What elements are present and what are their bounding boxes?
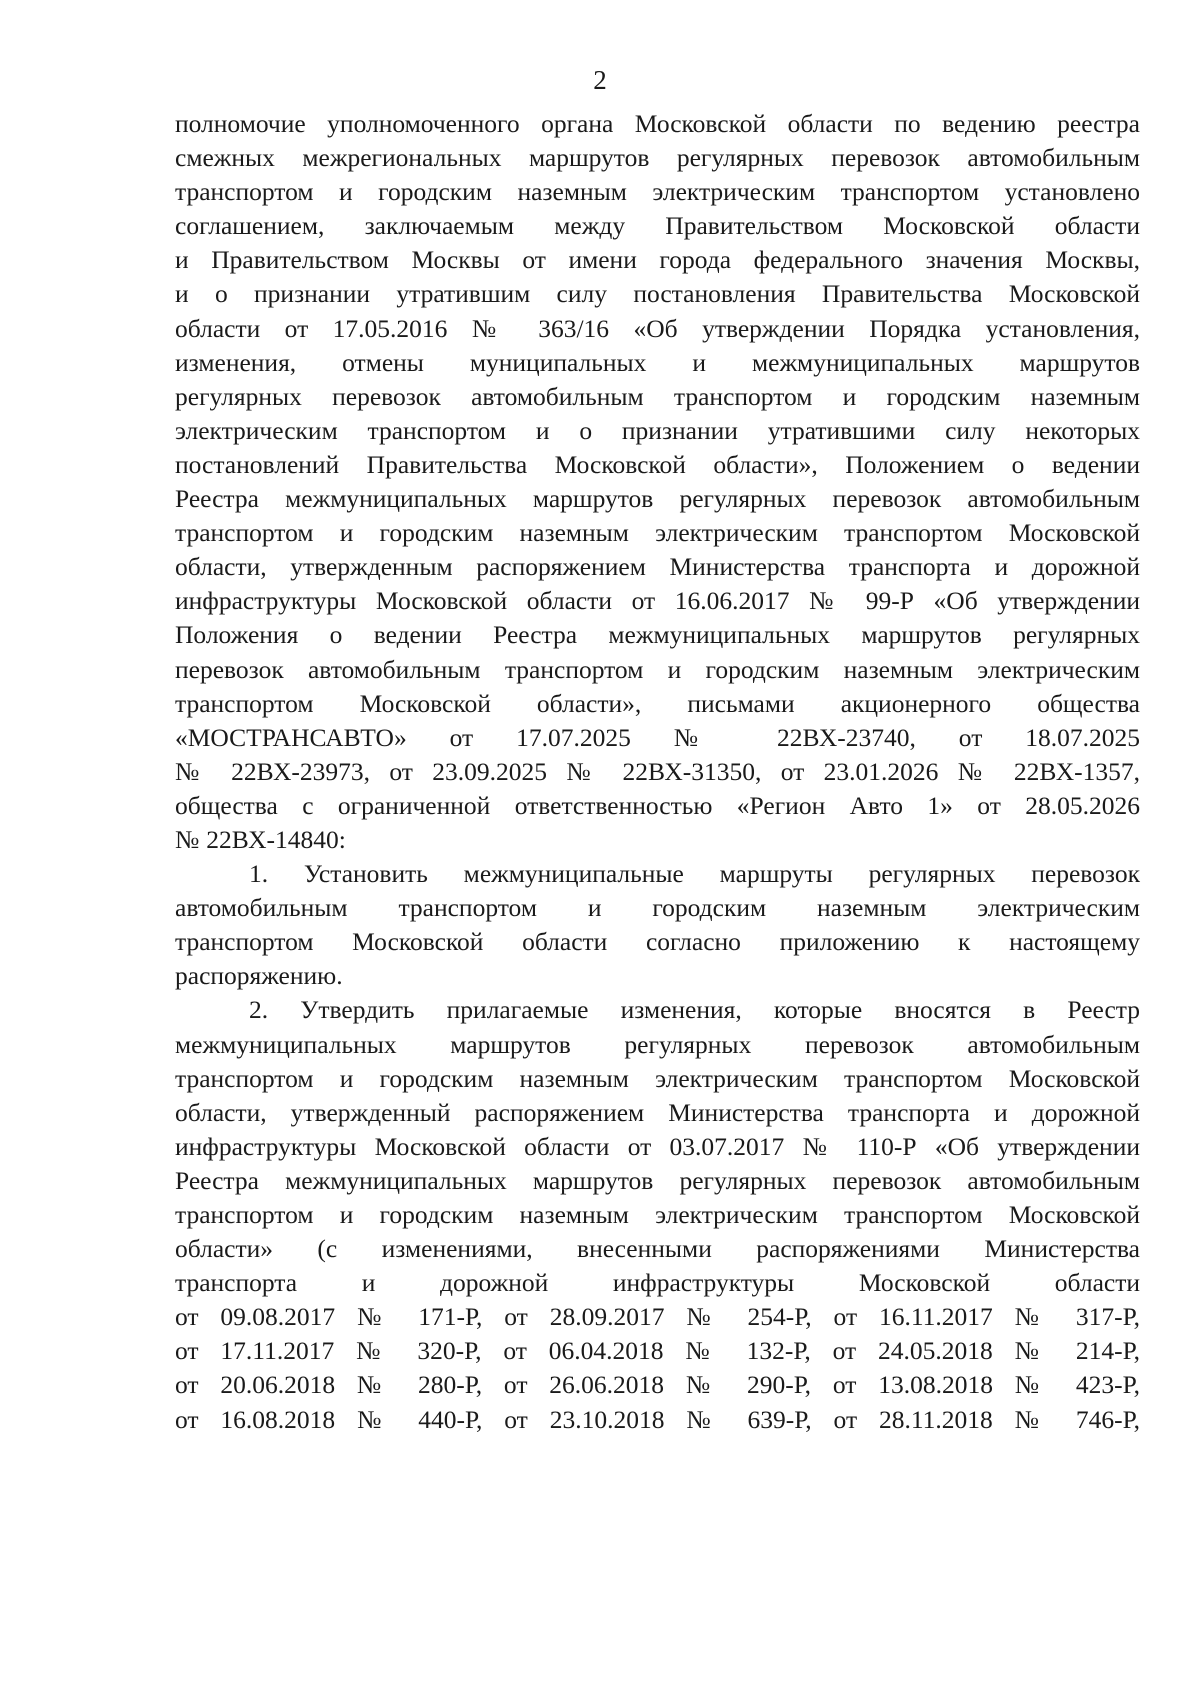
text-line: смежных межрегиональных маршрутов регулярных перевозок автомобильным	[175, 143, 1140, 173]
text-line: транспортом и городским наземным электрическим транспортом Московской	[175, 1200, 1140, 1229]
document-body	[175, 107, 1140, 1437]
page-number: 2	[593, 65, 607, 95]
text-line: транспортом Московской области согласно приложению к настоящему	[175, 927, 1140, 957]
text-line: перевозок автомобильным транспортом и городским наземным электрическим	[175, 654, 1140, 684]
text-line: Реестра межмуниципальных маршрутов регулярных перевозок автомобильным	[175, 484, 1140, 514]
text-line: автомобильным транспортом и городским наземным электрическим	[175, 893, 1140, 923]
text-line: межмуниципальных маршрутов регулярных перевозок автомобильным	[175, 1029, 1140, 1059]
text-line: от 20.06.2018 № 280-Р, от 26.06.2018 № 290-Р, от 13.08.2018 № 423-Р,	[175, 1370, 1140, 1400]
paragraph-1-line: 1. Установить межмуниципальные маршруты регулярных перевозок	[249, 859, 1140, 889]
text-line: инфраструктуры Московской области от 16.06.2017 № 99-Р «Об утверждении	[175, 586, 1140, 616]
text-line: инфраструктуры Московской области от 03.07.2017 № 110-Р «Об утверждении	[175, 1131, 1140, 1161]
text-line: № 22ВХ-14840:	[175, 824, 346, 854]
text-line: и о признании утратившим силу постановления Правительства Московской	[175, 279, 1140, 309]
text-line: от 17.11.2017 № 320-Р, от 06.04.2018 № 132-Р, от 24.05.2018 № 214-Р,	[175, 1336, 1140, 1366]
text-line: области от 17.05.2016 № 363/16 «Об утверждении Порядка установления,	[175, 313, 1140, 343]
text-line: от 16.08.2018 № 440-Р, от 23.10.2018 № 639-Р, от 28.11.2018 № 746-Р,	[175, 1404, 1140, 1434]
text-line: Положения о ведении Реестра межмуниципальных маршрутов регулярных	[175, 620, 1140, 650]
text-line: общества с ограниченной ответственностью «Регион Авто 1» от 28.05.2026	[175, 790, 1140, 820]
text-line: электрическим транспортом и о признании утратившими силу некоторых	[175, 415, 1140, 445]
text-line: области» (с изменениями, внесенными распоряжениями Министерства	[175, 1234, 1140, 1264]
text-line: области, утвержденный распоряжением Министерства транспорта и дорожной	[175, 1097, 1140, 1127]
text-line: транспортом и городским наземным электрическим транспортом установлено	[175, 177, 1140, 207]
text-line: транспортом Московской области», письмами акционерного общества	[175, 688, 1140, 718]
text-line: «МОСТРАНСАВТО» от 17.07.2025 № 22ВХ-23740, от 18.07.2025	[175, 722, 1140, 752]
text-line: постановлений Правительства Московской области», Положением о ведении	[175, 449, 1140, 479]
text-line: соглашением, заключаемым между Правительством Московской области	[175, 211, 1140, 241]
paragraph-2-line: 2. Утвердить прилагаемые изменения, которые вносятся в Реестр	[249, 995, 1140, 1025]
text-line: регулярных перевозок автомобильным транспортом и городским наземным	[175, 381, 1140, 411]
text-line: от 09.08.2017 № 171-Р, от 28.09.2017 № 254-Р, от 16.11.2017 № 317-Р,	[175, 1302, 1140, 1332]
text-line: № 22ВХ-23973, от 23.09.2025 № 22ВХ-31350, от 23.01.2026 № 22ВХ-1357,	[175, 756, 1140, 786]
text-line: изменения, отмены муниципальных и межмуниципальных маршрутов	[175, 347, 1140, 377]
text-line: области, утвержденным распоряжением Министерства транспорта и дорожной	[175, 552, 1140, 582]
text-line: транспорта и дорожной инфраструктуры Московской области	[175, 1268, 1140, 1298]
text-line: Реестра межмуниципальных маршрутов регулярных перевозок автомобильным	[175, 1165, 1140, 1195]
text-line: полномочие уполномоченного органа Московской области по ведению реестра	[175, 109, 1140, 138]
text-line: распоряжению.	[175, 961, 343, 991]
text-line: транспортом и городским наземным электрическим транспортом Московской	[175, 518, 1140, 548]
text-line: транспортом и городским наземным электрическим транспортом Московской	[175, 1063, 1140, 1093]
text-line: и Правительством Москвы от имени города федерального значения Москвы,	[175, 245, 1140, 275]
